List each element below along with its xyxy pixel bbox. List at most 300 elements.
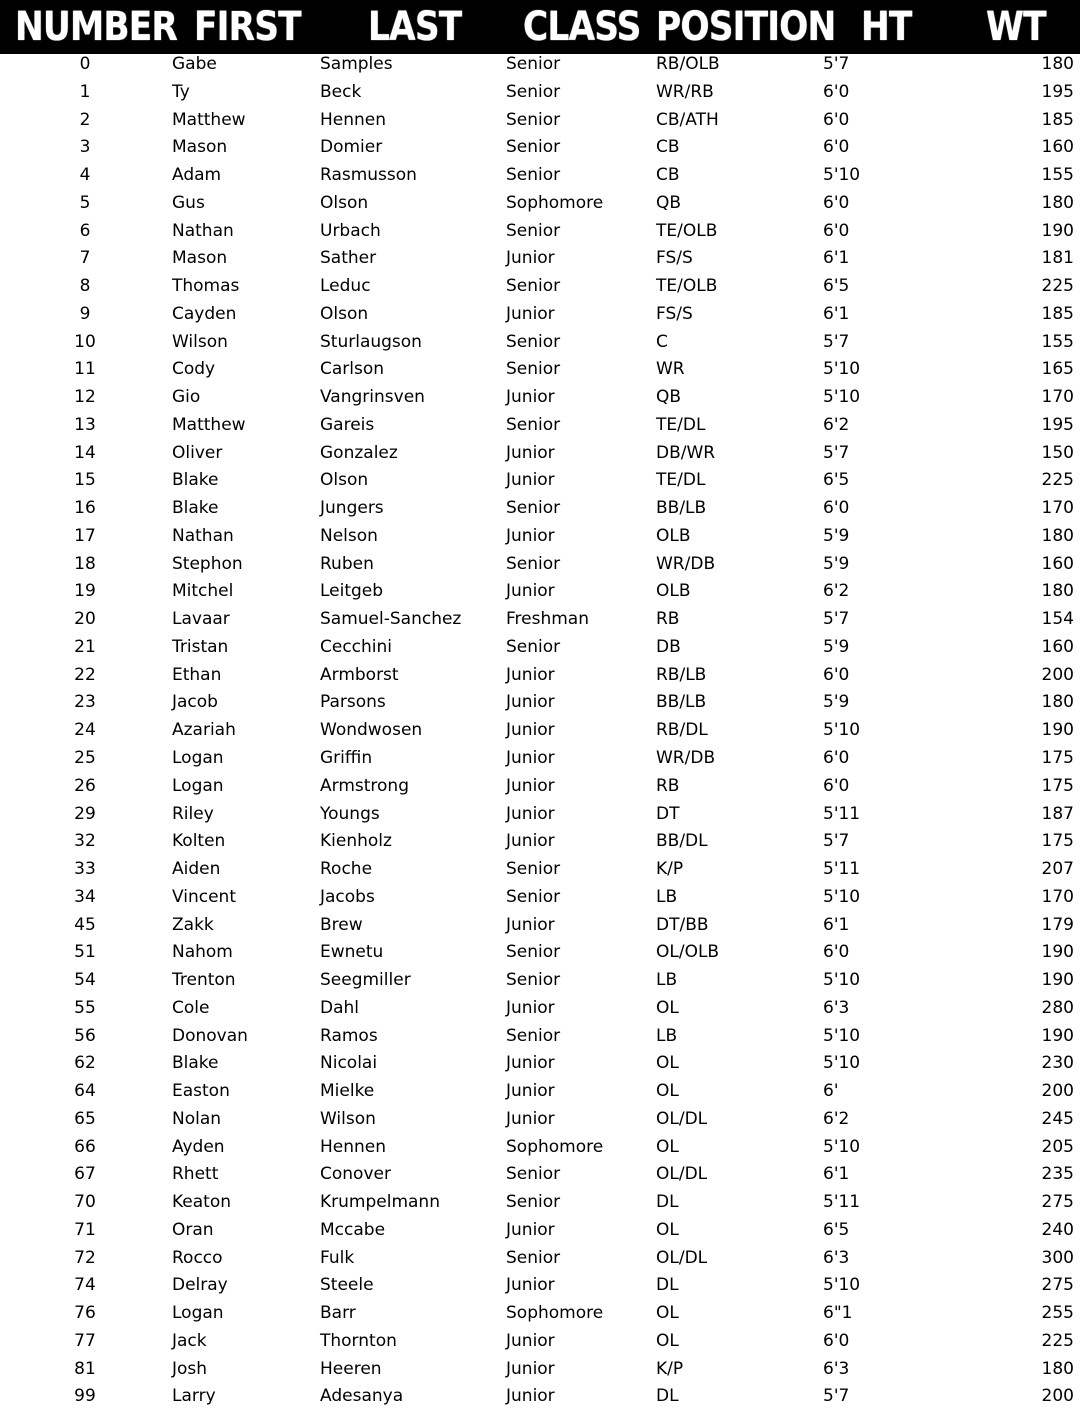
player-weight: 175 [1041, 775, 1074, 796]
table-row [0, 1357, 1080, 1384]
player-first-name: Logan [172, 748, 224, 768]
player-height: 6'3 [823, 1247, 850, 1268]
player-position: CB [656, 137, 680, 158]
player-class: Junior [506, 775, 555, 796]
player-last-name: Krumpelmann [320, 1192, 440, 1213]
player-class: Senior [506, 859, 561, 880]
player-last-name: Brew [320, 914, 363, 935]
player-weight: 200 [1041, 1386, 1074, 1407]
player-height: 5'7 [823, 54, 850, 74]
player-height: 6'0 [823, 664, 850, 685]
player-weight: 185 [1041, 303, 1074, 324]
player-number: 1 [79, 81, 91, 102]
player-first-name: Matthew [172, 109, 246, 130]
player-position: DT/BB [656, 914, 709, 935]
player-first-name: Wilson [172, 331, 228, 352]
player-position: CB [656, 165, 680, 186]
table-row [0, 108, 1080, 135]
player-last-name: Gonzalez [320, 442, 398, 463]
table-row [0, 357, 1080, 384]
player-last-name: Vangrinsven [320, 387, 425, 408]
player-weight: 170 [1041, 498, 1074, 519]
player-height: 6'0 [823, 220, 850, 241]
player-first-name: Trenton [172, 970, 236, 991]
player-first-name: Thomas [172, 276, 240, 297]
player-number: 10 [74, 331, 96, 352]
player-first-name: Matthew [172, 414, 246, 435]
player-last-name: Dahl [320, 997, 360, 1018]
player-class: Senior [506, 498, 561, 519]
player-first-name: Blake [172, 498, 219, 519]
player-position: OL [656, 1330, 679, 1351]
player-number: 74 [74, 1275, 96, 1296]
player-number: 18 [74, 553, 96, 574]
player-height: 5'11 [823, 803, 861, 824]
player-number: 26 [74, 775, 96, 796]
player-position: RB/OLB [656, 54, 720, 74]
player-weight: 160 [1041, 636, 1074, 657]
player-position: CB/ATH [656, 109, 719, 130]
player-position: OL [656, 1219, 679, 1240]
player-height: 6'5 [823, 1219, 850, 1240]
player-number: 56 [74, 1025, 96, 1046]
player-first-name: Cody [172, 359, 216, 380]
player-weight: 175 [1041, 831, 1074, 852]
player-position: C [656, 331, 668, 352]
player-last-name: Wilson [320, 1108, 376, 1129]
player-height: 5'10 [823, 387, 861, 408]
player-class: Junior [506, 1275, 555, 1296]
player-class: Junior [506, 831, 555, 852]
player-last-name: Beck [320, 81, 362, 102]
player-class: Senior [506, 1247, 561, 1268]
player-number: 54 [74, 970, 96, 991]
player-first-name: Blake [172, 1053, 219, 1074]
player-position: K/P [656, 1358, 684, 1379]
player-height: 6'0 [823, 81, 850, 102]
table-row [0, 135, 1080, 162]
player-last-name: Urbach [320, 220, 381, 241]
player-first-name: Cole [172, 997, 210, 1018]
player-last-name: Thornton [320, 1330, 397, 1351]
header-class: CLASS [523, 4, 641, 50]
player-weight: 200 [1041, 1081, 1074, 1102]
player-first-name: Lavaar [172, 609, 230, 630]
player-first-name: Vincent [172, 886, 236, 907]
table-row [0, 635, 1080, 662]
player-last-name: Steele [320, 1275, 374, 1296]
player-last-name: Olson [320, 470, 369, 491]
player-first-name: Azariah [172, 720, 236, 741]
player-last-name: Samuel-Sanchez [320, 609, 462, 630]
player-weight: 180 [1041, 192, 1074, 213]
player-height: 6'1 [823, 1164, 850, 1185]
player-weight: 245 [1041, 1108, 1074, 1129]
player-first-name: Zakk [172, 914, 214, 935]
player-number: 3 [79, 137, 91, 158]
player-position: QB [656, 192, 682, 213]
player-height: 6'0 [823, 748, 850, 768]
player-class: Junior [506, 303, 555, 324]
player-weight: 205 [1041, 1136, 1074, 1157]
player-number: 32 [74, 831, 96, 852]
player-first-name: Nolan [172, 1108, 222, 1129]
player-class: Sophomore [506, 1136, 604, 1157]
player-class: Junior [506, 1108, 555, 1129]
player-height: 6'0 [823, 942, 850, 963]
player-height: 6'0 [823, 498, 850, 519]
player-class: Junior [506, 1358, 555, 1379]
table-row [0, 607, 1080, 634]
table-row [0, 274, 1080, 301]
player-last-name: Nelson [320, 525, 378, 546]
player-number: 70 [74, 1192, 96, 1213]
table-row [0, 1162, 1080, 1189]
player-weight: 180 [1041, 54, 1074, 74]
player-position: LB [656, 886, 678, 907]
player-weight: 190 [1041, 720, 1074, 741]
player-class: Sophomore [506, 192, 604, 213]
player-position: WR/RB [656, 81, 714, 102]
player-height: 6'1 [823, 248, 850, 269]
table-row [0, 579, 1080, 606]
player-first-name: Adam [172, 165, 222, 186]
player-position: TE/OLB [656, 276, 718, 297]
player-height: 6'0 [823, 109, 850, 130]
player-last-name: Barr [320, 1303, 356, 1324]
player-weight: 175 [1041, 748, 1074, 768]
player-position: DL [656, 1386, 679, 1407]
player-class: Senior [506, 942, 561, 963]
player-weight: 160 [1041, 137, 1074, 158]
player-position: TE/OLB [656, 220, 718, 241]
player-position: TE/DL [656, 414, 706, 435]
player-number: 2 [79, 109, 91, 130]
player-weight: 150 [1041, 442, 1074, 463]
player-number: 45 [74, 914, 96, 935]
table-row [0, 802, 1080, 829]
player-weight: 180 [1041, 525, 1074, 546]
player-class: Senior [506, 276, 561, 297]
player-first-name: Riley [172, 803, 214, 824]
table-row [0, 1079, 1080, 1106]
player-first-name: Jack [172, 1330, 207, 1351]
player-last-name: Armborst [320, 664, 399, 685]
player-last-name: Roche [320, 859, 373, 880]
player-class: Junior [506, 803, 555, 824]
table-row [0, 1384, 1080, 1411]
player-last-name: Sather [320, 248, 377, 269]
player-position: WR/DB [656, 748, 716, 768]
player-last-name: Olson [320, 192, 369, 213]
player-last-name: Fulk [320, 1247, 355, 1268]
player-height: 6'2 [823, 581, 850, 602]
player-number: 6 [79, 220, 91, 241]
player-first-name: Aiden [172, 859, 221, 880]
player-first-name: Stephon [172, 553, 243, 574]
player-class: Junior [506, 748, 555, 768]
player-weight: 207 [1041, 859, 1074, 880]
player-number: 62 [74, 1053, 96, 1074]
player-height: 5'10 [823, 1025, 861, 1046]
player-position: OL [656, 1303, 679, 1324]
player-height: 5'9 [823, 692, 850, 713]
player-last-name: Armstrong [320, 775, 409, 796]
table-row [0, 913, 1080, 940]
player-height: 6'0 [823, 1330, 850, 1351]
player-weight: 170 [1041, 886, 1074, 907]
player-class: Junior [506, 692, 555, 713]
table-row [0, 496, 1080, 523]
player-position: OL/DL [656, 1108, 708, 1129]
player-height: 5'10 [823, 359, 861, 380]
table-row [0, 552, 1080, 579]
player-weight: 155 [1041, 331, 1074, 352]
player-class: Junior [506, 387, 555, 408]
player-class: Junior [506, 997, 555, 1018]
table-row [0, 968, 1080, 995]
player-weight: 240 [1041, 1219, 1074, 1240]
player-position: DB/WR [656, 442, 716, 463]
player-last-name: Leitgeb [320, 581, 384, 602]
player-first-name: Rocco [172, 1247, 223, 1268]
player-last-name: Ruben [320, 553, 374, 574]
player-last-name: Ewnetu [320, 942, 384, 963]
table-row [0, 940, 1080, 967]
player-class: Senior [506, 331, 561, 352]
player-weight: 154 [1041, 609, 1074, 630]
player-class: Senior [506, 553, 561, 574]
player-class: Senior [506, 54, 561, 74]
player-position: DB [656, 636, 681, 657]
player-class: Senior [506, 165, 561, 186]
player-number: 22 [74, 664, 96, 685]
player-height: 5'7 [823, 609, 850, 630]
player-first-name: Rhett [172, 1164, 219, 1185]
player-first-name: Mitchel [172, 581, 234, 602]
player-first-name: Gio [172, 387, 201, 408]
player-position: DL [656, 1275, 679, 1296]
player-position: LB [656, 1025, 678, 1046]
player-weight: 179 [1041, 914, 1074, 935]
player-class: Senior [506, 137, 561, 158]
player-height: 5'10 [823, 886, 861, 907]
player-number: 34 [74, 886, 96, 907]
table-row [0, 663, 1080, 690]
player-class: Junior [506, 1219, 555, 1240]
player-position: DL [656, 1192, 679, 1213]
player-last-name: Mielke [320, 1081, 375, 1102]
player-weight: 225 [1041, 1330, 1074, 1351]
player-height: 5'10 [823, 165, 861, 186]
player-first-name: Cayden [172, 303, 237, 324]
player-first-name: Logan [172, 1303, 224, 1324]
player-number: 72 [74, 1247, 96, 1268]
player-position: RB [656, 609, 680, 630]
player-class: Junior [506, 1330, 555, 1351]
player-class: Senior [506, 970, 561, 991]
player-last-name: Domier [320, 137, 383, 158]
player-position: K/P [656, 859, 684, 880]
player-position: OL [656, 1136, 679, 1157]
player-class: Junior [506, 664, 555, 685]
player-last-name: Leduc [320, 276, 371, 297]
player-first-name: Ethan [172, 664, 222, 685]
player-number: 24 [74, 720, 96, 741]
player-first-name: Blake [172, 470, 219, 491]
player-class: Junior [506, 1053, 555, 1074]
player-last-name: Wondwosen [320, 720, 423, 741]
player-class: Junior [506, 720, 555, 741]
player-position: OL/OLB [656, 942, 720, 963]
player-position: DT [656, 803, 680, 824]
player-weight: 275 [1041, 1192, 1074, 1213]
player-number: 16 [74, 498, 96, 519]
player-first-name: Gabe [172, 54, 217, 74]
header-wt: WT [986, 4, 1046, 50]
player-weight: 195 [1041, 81, 1074, 102]
player-position: OL [656, 1053, 679, 1074]
header-row [0, 0, 1080, 54]
player-weight: 275 [1041, 1275, 1074, 1296]
player-class: Senior [506, 81, 561, 102]
player-position: LB [656, 970, 678, 991]
player-class: Junior [506, 1386, 555, 1407]
player-last-name: Ramos [320, 1025, 378, 1046]
player-number: 5 [79, 192, 91, 213]
player-number: 51 [74, 942, 96, 963]
table-row [0, 1218, 1080, 1245]
player-height: 5'7 [823, 331, 850, 352]
player-number: 64 [74, 1081, 96, 1102]
player-last-name: Hennen [320, 109, 387, 130]
player-number: 9 [79, 303, 91, 324]
player-height: 5'9 [823, 525, 850, 546]
player-height: 6'2 [823, 1108, 850, 1129]
player-class: Senior [506, 220, 561, 241]
player-weight: 195 [1041, 414, 1074, 435]
player-weight: 155 [1041, 165, 1074, 186]
player-class: Junior [506, 470, 555, 491]
player-class: Senior [506, 109, 561, 130]
player-first-name: Delray [172, 1275, 228, 1296]
player-height: 6'1 [823, 303, 850, 324]
player-weight: 180 [1041, 581, 1074, 602]
player-weight: 200 [1041, 664, 1074, 685]
player-height: 6'5 [823, 276, 850, 297]
player-position: OL/DL [656, 1247, 708, 1268]
player-first-name: Tristan [172, 636, 229, 657]
player-number: 19 [74, 581, 96, 602]
table-row [0, 385, 1080, 412]
player-number: 14 [74, 442, 96, 463]
player-number: 77 [74, 1330, 96, 1351]
player-height: 5'10 [823, 720, 861, 741]
player-height: 6' [823, 1081, 839, 1102]
player-class: Sophomore [506, 1303, 604, 1324]
table-row [0, 52, 1080, 79]
player-weight: 165 [1041, 359, 1074, 380]
player-first-name: Mason [172, 137, 228, 158]
player-position: OLB [656, 581, 691, 602]
player-last-name: Youngs [320, 803, 380, 824]
player-height: 6'0 [823, 192, 850, 213]
player-class: Senior [506, 636, 561, 657]
player-number: 76 [74, 1303, 96, 1324]
player-first-name: Larry [172, 1386, 216, 1407]
player-last-name: Parsons [320, 692, 386, 713]
player-weight: 225 [1041, 470, 1074, 491]
player-weight: 180 [1041, 1358, 1074, 1379]
player-height: 5'7 [823, 831, 850, 852]
header-last: LAST [368, 4, 462, 50]
player-height: 5'9 [823, 636, 850, 657]
player-number: 71 [74, 1219, 96, 1240]
player-class: Senior [506, 1164, 561, 1185]
player-last-name: Griffin [320, 748, 373, 768]
player-class: Junior [506, 581, 555, 602]
player-position: WR [656, 359, 685, 380]
player-weight: 235 [1041, 1164, 1074, 1185]
player-first-name: Jacob [172, 692, 218, 713]
table-row [0, 690, 1080, 717]
player-class: Junior [506, 1081, 555, 1102]
player-class: Junior [506, 442, 555, 463]
player-number: 65 [74, 1108, 96, 1129]
table-row [0, 246, 1080, 273]
player-weight: 170 [1041, 387, 1074, 408]
player-position: OL [656, 997, 679, 1018]
player-last-name: Seegmiller [320, 970, 411, 991]
player-number: 20 [74, 609, 96, 630]
table-row [0, 441, 1080, 468]
player-class: Senior [506, 886, 561, 907]
header-ht: HT [861, 4, 912, 50]
player-height: 5'7 [823, 1386, 850, 1407]
player-first-name: Gus [172, 192, 205, 213]
player-class: Senior [506, 1025, 561, 1046]
player-first-name: Donovan [172, 1025, 248, 1046]
table-row [0, 1051, 1080, 1078]
player-position: RB/DL [656, 720, 708, 741]
player-weight: 180 [1041, 692, 1074, 713]
player-class: Senior [506, 359, 561, 380]
player-number: 17 [74, 525, 96, 546]
player-weight: 255 [1041, 1303, 1074, 1324]
table-row [0, 996, 1080, 1023]
player-number: 21 [74, 636, 96, 657]
header-first: FIRST [194, 4, 301, 50]
player-number: 12 [74, 387, 96, 408]
player-weight: 160 [1041, 553, 1074, 574]
player-last-name: Olson [320, 303, 369, 324]
player-first-name: Nahom [172, 942, 233, 963]
player-weight: 187 [1041, 803, 1074, 824]
player-number: 7 [79, 248, 91, 269]
player-height: 6'1 [823, 914, 850, 935]
player-last-name: Hennen [320, 1136, 387, 1157]
player-height: 5'9 [823, 553, 850, 574]
table-row [0, 1190, 1080, 1217]
player-height: 6'2 [823, 414, 850, 435]
player-number: 66 [74, 1136, 96, 1157]
player-last-name: Sturlaugson [320, 331, 422, 352]
player-weight: 190 [1041, 1025, 1074, 1046]
table-row [0, 1246, 1080, 1273]
player-weight: 190 [1041, 942, 1074, 963]
player-number: 0 [79, 54, 91, 74]
player-number: 11 [74, 359, 96, 380]
